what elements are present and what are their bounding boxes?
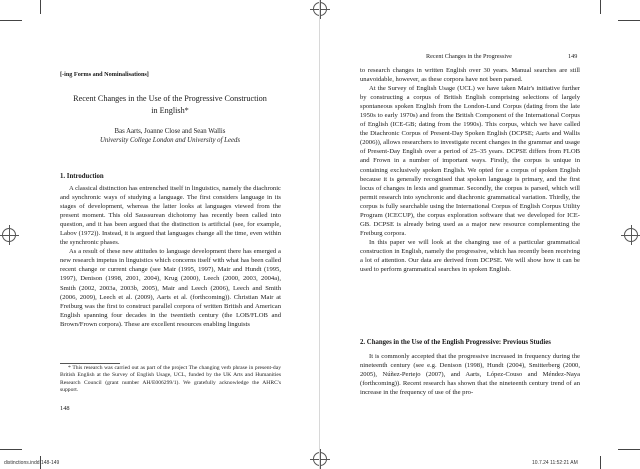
right-page [320,0,640,469]
paragraph: At the Survey of English Usage (UCL) we have taken Mair's initiative further by constructing a corpus of British English comprising selections of largely spontaneous spoken English from the London-Lund Corpus (dating from the late 1950s to early 1970s) and from the British Component of the International Corpus of English (ICE-GB; dating from the 1990s). This corpus, which we have called the Diachronic Corpus of Present-Day Spoken English (DCPSE; Aarts and Wallis (2006)), allows researchers to investigate recent changes in the grammar and usage of Present-Day English over a period of 25–35 years. DCPSE differs from FLOB and Frown in a number of important ways. Firstly, the corpus is unique in containing exclusively spoken English. We opted for a corpus of spoken English because it is generally recognised that spoken language is primary, and the first locus of changes in lexis and grammar. Secondly, the corpus is parsed, which will permit research into synchronic and diachronic grammatical variation. Thirdly, the corpus is fully searchable using the International Corpus of English Corpus Utility Program (ICECUP), the corpus exploration software that we developed for ICE-GB. DCPSE is already being used as a major new resource complementing the Freiburg corpora. [360,85,580,237]
section-heading: 1. Introduction [60,173,104,180]
print-slug: distinctions.indd 148-149 [4,460,60,466]
affiliations: University College London and University of Leeds [99,137,241,144]
author-block [60,127,280,145]
title-line: in English* [151,106,189,115]
paragraph: A classical distinction has entrenched itself in linguistics, namely the diachronic and synchronic ways of studying a language. The first considers language in its stages of development, whereas the latter looks at languages viewed from the present moment. This old Saussurean dichotomy has recently been called into question, and it has been argued that the distinction is artificial (see, for example, Labov (1972)). Instead, it is argued that languages change all the time, even within the synchronic phases. [60,185,281,247]
footnote: * This research was carried out as part of the project The changing verb phrase in present-day British English at the Survey of English Usage, UCL, funded by the UK Arts and Humanities Research Council (grant number AH/E006299/1). We gratefully acknowledge the AHRC's support. [60,365,281,394]
authors: Bas Aarts, Joanne Close and Sean Wallis [114,128,226,135]
running-head: [-ing Forms and Nominalisations] [60,71,149,78]
footnote-rule [60,363,120,364]
page-number: 149 [568,53,578,60]
left-page [0,0,319,469]
print-slug: 10.7.24 11:52:21 AM [532,460,578,466]
right-body [360,66,580,274]
section-heading: 2. Changes in the Use of the English Progressive: Previous Studies [360,339,551,346]
right-body-continued [360,352,580,397]
paragraph: In this paper we will look at the changing use of a particular grammatical construction in English, namely the progressive, which has recently been receiving a lot of attention. Our data are derived from DCPSE. We will show how it can be used to perform grammatical searches in spoken English. [360,238,580,274]
paragraph: to research changes in written English over 30 years. Manual searches are still unavoidable, however, as these corpora have not been parsed. [360,67,580,84]
paragraph: It is commonly accepted that the progressive increased in frequency during the nineteenth century (see e.g. Denison (1998), Hundt (2004), Smitterberg (2000, 2005), Núñez-Pertejo (2007), and Aarts, López-Couso and Méndez-Naya (forthcoming)). Recent research has shown that the nineteenth century trend of an increase in the frequency of use of the pro- [360,353,580,397]
page-number: 148 [60,405,70,412]
running-head: Recent Changes in the Progressive [426,53,512,60]
paragraph: As a result of these new attitudes to language development there has emerged a new research impetus in linguistics which concerns itself with what has been called recent change or current change (see Mair (1995, 1997), Mair and Hundt (1995, 1997), Denison (1998, 2001, 2004), Krug (2000), Leech (2000, 2003, 2004a), Smith (2002, 2003a, 2003b, 2005), Mair and Leech (2006), Leech and Smith (2006, 2009), Leech et al. (2009), Aarts et al. (forthcoming)). Christian Mair at Freiburg was the first to construct parallel corpora of written British and American English spanning four decades in the twentieth century (the LOB/FLOB and Brown/Frown corpora). These are excellent resources enabling linguists [60,248,281,328]
left-body [60,184,281,329]
title-line: Recent Changes in the Use of the Progressive Construction [73,94,267,103]
article-title [60,93,280,117]
